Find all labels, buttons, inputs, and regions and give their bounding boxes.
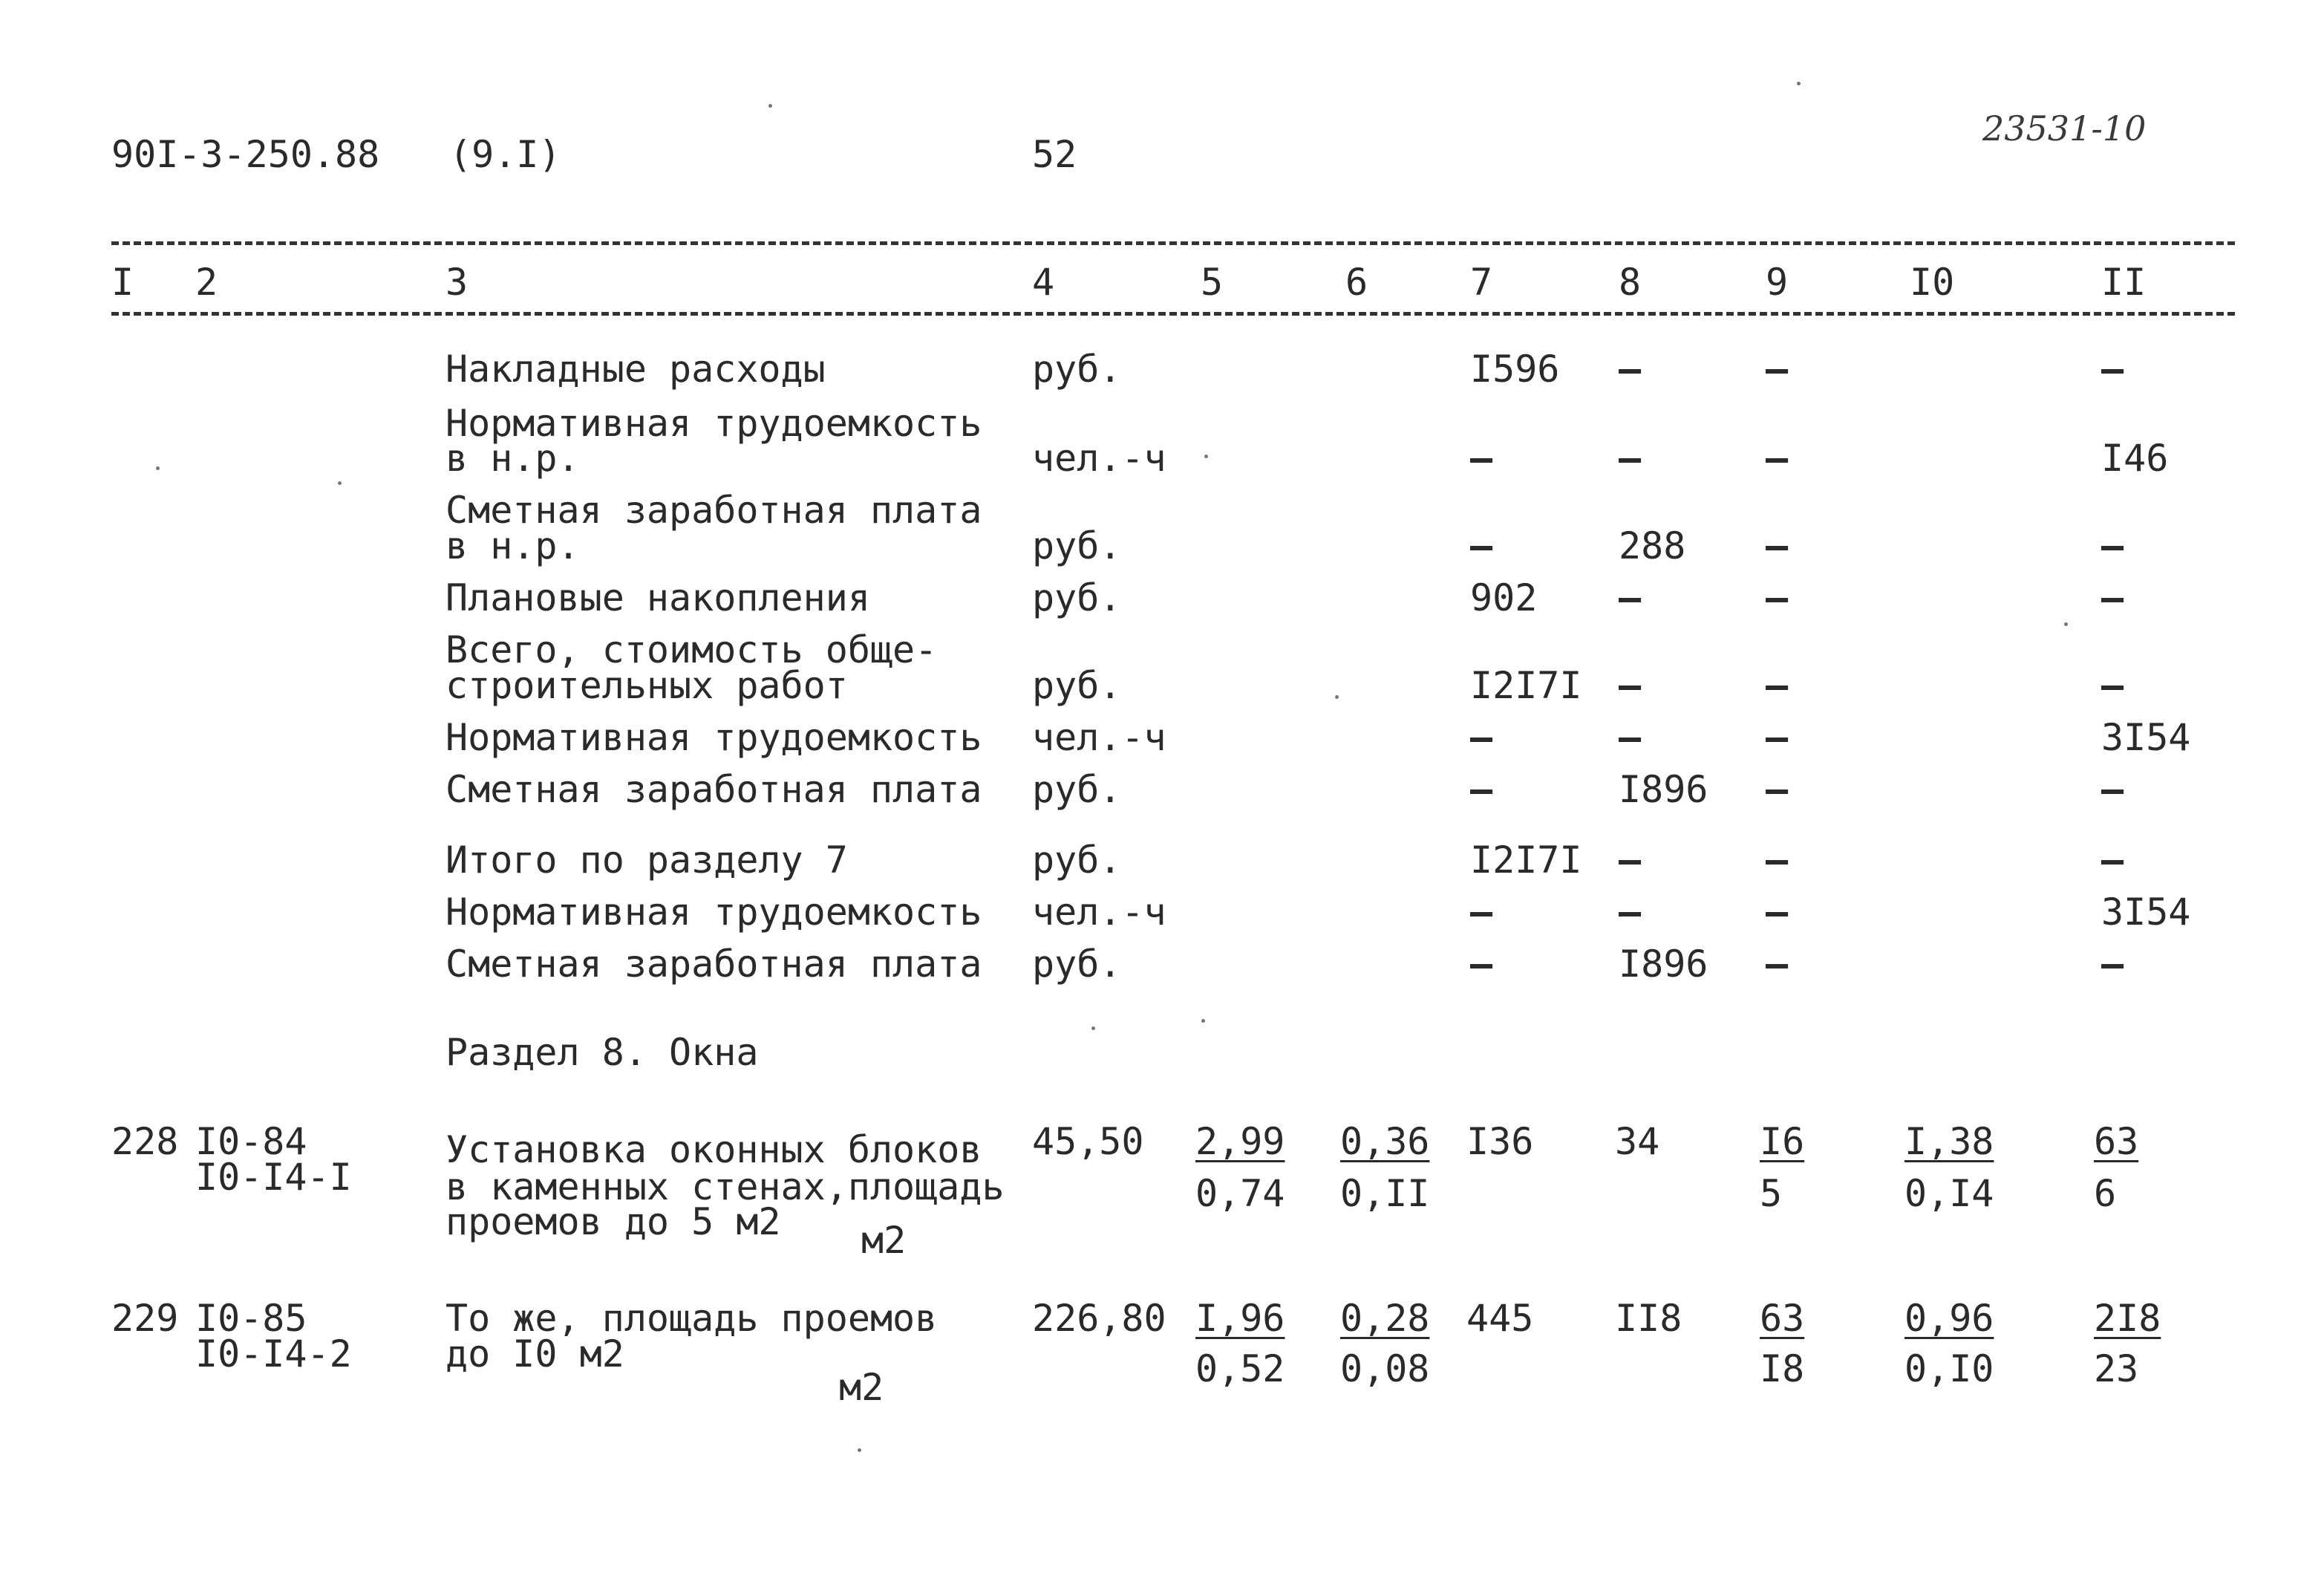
row-col11: I46 [2101,437,2169,480]
row-col11: 3I54 [2101,716,2191,759]
item-col8: II8 [1615,1297,1682,1340]
row-label: Сметная заработная плата [445,768,982,811]
item-code-secondary: I0-I4-2 [195,1332,352,1375]
row-col11: – [2101,576,2124,619]
row-col7: – [1470,768,1493,811]
item-col6-top: 0,28 [1340,1297,1430,1340]
item-col10-bottom: 0,I4 [1904,1172,1994,1215]
row-col11: – [2101,839,2124,882]
row-col11: – [2101,348,2124,391]
row-col9: – [1766,348,1789,391]
row-col11: – [2101,768,2124,811]
row-unit: руб. [1032,348,1122,391]
row-label-cont: в н.р. [445,437,580,480]
row-label: Нормативная трудоемкость [445,716,982,759]
item-col5-top: I,96 [1195,1297,1285,1340]
item-description-line2: до I0 м2 [445,1332,624,1375]
row-col8: I896 [1619,768,1708,811]
column-header-8: 8 [1619,261,1642,304]
item-col9-bottom: 5 [1760,1172,1783,1215]
row-col7: I2I7I [1470,664,1582,707]
row-col8: I896 [1619,942,1708,986]
item-quantity: 226,80 [1032,1297,1166,1340]
row-col9: – [1766,768,1789,811]
row-unit: чел.-ч [1032,716,1166,759]
item-col5-bottom: 0,74 [1195,1172,1285,1215]
row-unit: руб. [1032,664,1122,707]
row-col7: – [1470,524,1493,567]
row-label-cont: в н.р. [445,524,580,567]
item-description-line3: проемов до 5 м2 [445,1200,781,1243]
column-header-5: 5 [1201,261,1224,304]
row-label: Сметная заработная плата [445,942,982,986]
row-col9: – [1766,716,1789,759]
row-col9: – [1766,576,1789,619]
row-label: Нормативная трудоемкость [445,891,982,934]
item-code: I0-84 [195,1120,307,1163]
item-col5-bottom: 0,52 [1195,1347,1285,1390]
column-header-7: 7 [1470,261,1493,304]
row-col11: – [2101,942,2124,986]
scan-speck [2064,622,2068,626]
scan-speck [156,466,160,470]
row-unit: чел.-ч [1032,891,1166,934]
row-col8: – [1619,576,1642,619]
scan-speck [338,481,342,485]
item-col7: 445 [1466,1297,1534,1340]
document-code: 90I-3-250.88 [111,133,380,176]
row-col7: – [1470,716,1493,759]
item-code: I0-85 [195,1297,307,1340]
item-col9-top: 63 [1760,1297,1805,1340]
item-col7: I36 [1466,1120,1534,1163]
table-header-rule [111,312,2235,316]
item-col9-bottom: I8 [1760,1347,1805,1390]
item-code-secondary: I0-I4-I [195,1156,352,1199]
row-col11: – [2101,524,2124,567]
item-description-line2: в каменных стенах,площадь [445,1165,1005,1208]
item-col11-bottom: 23 [2094,1347,2139,1390]
item-col6-bottom: 0,II [1340,1172,1430,1215]
row-unit: руб. [1032,942,1122,986]
item-description: Установка оконных блоков [445,1128,982,1171]
item-col9-top: I6 [1760,1120,1805,1163]
section-reference: (9.I) [449,133,561,176]
scan-speck [768,104,772,108]
section-title: Раздел 8. Окна [445,1031,759,1074]
row-col8: 288 [1619,524,1686,567]
row-label: Сметная заработная плата [445,489,982,532]
row-label: Нормативная трудоемкость [445,402,982,445]
item-col8: 34 [1615,1120,1660,1163]
column-header-9: 9 [1766,261,1789,304]
scan-speck [1204,455,1208,458]
row-col8: – [1619,664,1642,707]
scan-speck [1797,82,1801,85]
column-header-2: 2 [195,261,218,304]
row-col9: – [1766,437,1789,480]
row-label: Накладные расходы [445,348,826,391]
row-col8: – [1619,437,1642,480]
row-unit: руб. [1032,768,1122,811]
row-col7: I2I7I [1470,839,1582,882]
row-col11: 3I54 [2101,891,2191,934]
item-col11-top: 2I8 [2094,1297,2161,1340]
row-unit: руб. [1032,839,1122,882]
item-col10-top: 0,96 [1904,1297,1994,1340]
item-quantity: 45,50 [1032,1120,1144,1163]
item-unit: м2 [839,1366,884,1409]
row-col7: 902 [1470,576,1538,619]
row-col7: – [1470,942,1493,986]
item-col11-top: 63 [2094,1120,2139,1163]
item-col10-top: I,38 [1904,1120,1994,1163]
item-col10-bottom: 0,I0 [1904,1347,1994,1390]
row-col8: – [1619,839,1642,882]
item-col6-bottom: 0,08 [1340,1347,1430,1390]
column-header-10: I0 [1910,261,1955,304]
scan-speck [858,1448,861,1452]
item-col11-bottom: 6 [2094,1172,2117,1215]
row-label-cont: строительных работ [445,664,848,707]
row-col11: – [2101,664,2124,707]
row-label: Итого по разделу 7 [445,839,848,882]
page-number: 52 [1032,133,1077,176]
row-col9: – [1766,891,1789,934]
column-header-11: II [2101,261,2147,304]
column-header-3: 3 [445,261,469,304]
scan-speck [1201,1019,1205,1023]
item-col6-top: 0,36 [1340,1120,1430,1163]
row-col7: – [1470,891,1493,934]
item-description: То же, площадь проемов [445,1297,938,1340]
row-col8: – [1619,348,1642,391]
column-header-1: I [111,261,134,304]
row-unit: чел.-ч [1032,437,1166,480]
row-col9: – [1766,839,1789,882]
item-number: 228 [111,1120,179,1163]
row-col8: – [1619,891,1642,934]
row-label: Всего, стоимость обще- [445,628,938,671]
table-top-rule [111,241,2235,245]
scan-speck [1091,1026,1095,1030]
column-header-4: 4 [1032,261,1055,304]
item-col5-top: 2,99 [1195,1120,1285,1163]
row-col7: – [1470,437,1493,480]
scan-speck [1335,695,1339,699]
archive-stamp: 23531-10 [1982,108,2147,149]
row-unit: руб. [1032,524,1122,567]
row-unit: руб. [1032,576,1122,619]
column-header-6: 6 [1345,261,1368,304]
row-col7: I596 [1470,348,1560,391]
row-col8: – [1619,716,1642,759]
row-col9: – [1766,524,1789,567]
item-number: 229 [111,1297,179,1340]
row-col9: – [1766,664,1789,707]
row-col9: – [1766,942,1789,986]
row-label: Плановые накопления [445,576,870,619]
item-unit: м2 [861,1219,907,1262]
